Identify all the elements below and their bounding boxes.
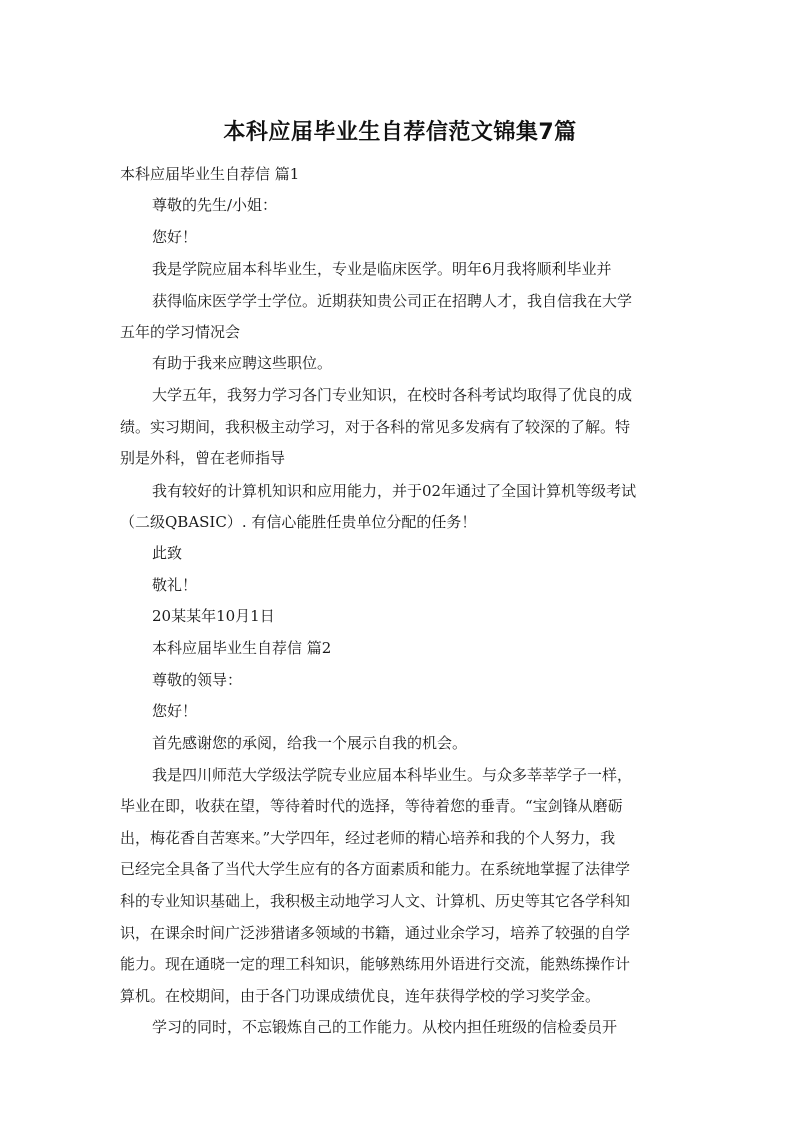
- salutation: 尊敬的领导：: [152, 671, 243, 689]
- paragraph-line: 有助于我来应聘这些职位。: [152, 354, 333, 372]
- paragraph-line: 我是学院应届本科毕业生，专业是临床医学。明年6月我将顺利毕业并: [152, 260, 612, 278]
- salutation: 尊敬的先生/小姐：: [152, 196, 278, 214]
- paragraph-line: 出，梅花香自苦寒来。”大学四年，经过老师的精心培养和我的个人努力，我: [120, 829, 616, 847]
- paragraph-line: （二级QBASIC）. 有信心能胜任贵单位分配的任务！: [120, 513, 477, 531]
- paragraph-line: 大学五年，我努力学习各门专业知识，在校时各科考试均取得了优良的成: [152, 386, 633, 404]
- paragraph-line: 首先感谢您的承阅，给我一个展示自我的机会。: [152, 734, 468, 752]
- closing-line: 敬礼！: [152, 576, 198, 594]
- closing-line: 此致: [152, 544, 183, 562]
- page-title: 本科应届毕业生自荐信范文锦集7篇: [223, 120, 577, 145]
- paragraph-line: 识，在课余时间广泛涉猎诸多领域的书籍，通过业余学习，培养了较强的自学: [120, 924, 631, 942]
- greeting: 您好！: [152, 228, 198, 246]
- paragraph-line: 能力。现在通晓一定的理工科知识，能够熟练用外语进行交流，能熟练操作计: [120, 955, 631, 973]
- paragraph-line: 我是四川师范大学级法学院专业应届本科毕业生。与众多莘莘学子一样，: [152, 766, 633, 784]
- paragraph-line: 获得临床医学学士学位。近期获知贵公司正在招聘人才，我自信我在大学: [152, 292, 633, 310]
- greeting: 您好！: [152, 702, 198, 720]
- paragraph-line: 五年的学习情况会: [120, 323, 241, 341]
- paragraph-line: 毕业在即，收获在望，等待着时代的选择，等待着您的垂青。“宝剑锋从磨砺: [120, 797, 623, 815]
- section-heading-2: 本科应届毕业生自荐信 篇2: [152, 639, 332, 657]
- paragraph-line: 我有较好的计算机知识和应用能力，并于02年通过了全国计算机等级考试: [152, 482, 637, 500]
- paragraph-line: 学习的同时，不忘锻炼自己的工作能力。从校内担任班级的信检委员开: [152, 1018, 618, 1036]
- paragraph-line: 别是外科，曾在老师指导: [120, 449, 286, 467]
- paragraph-line: 已经完全具备了当代大学生应有的各方面素质和能力。在系统地掌握了法律学: [120, 860, 631, 878]
- paragraph-line: 绩。实习期间，我积极主动学习，对于各科的常见多发病有了较深的了解。特: [120, 418, 631, 436]
- paragraph-line: 科的专业知识基础上，我积极主动地学习人文、计算机、历史等其它各学科知: [120, 892, 631, 910]
- section-heading-1: 本科应届毕业生自荐信 篇1: [120, 165, 300, 183]
- paragraph-line: 算机。在校期间，由于各门功课成绩优良，连年获得学校的学习奖学金。: [120, 987, 601, 1005]
- date-line: 20某某年10月1日: [152, 607, 275, 625]
